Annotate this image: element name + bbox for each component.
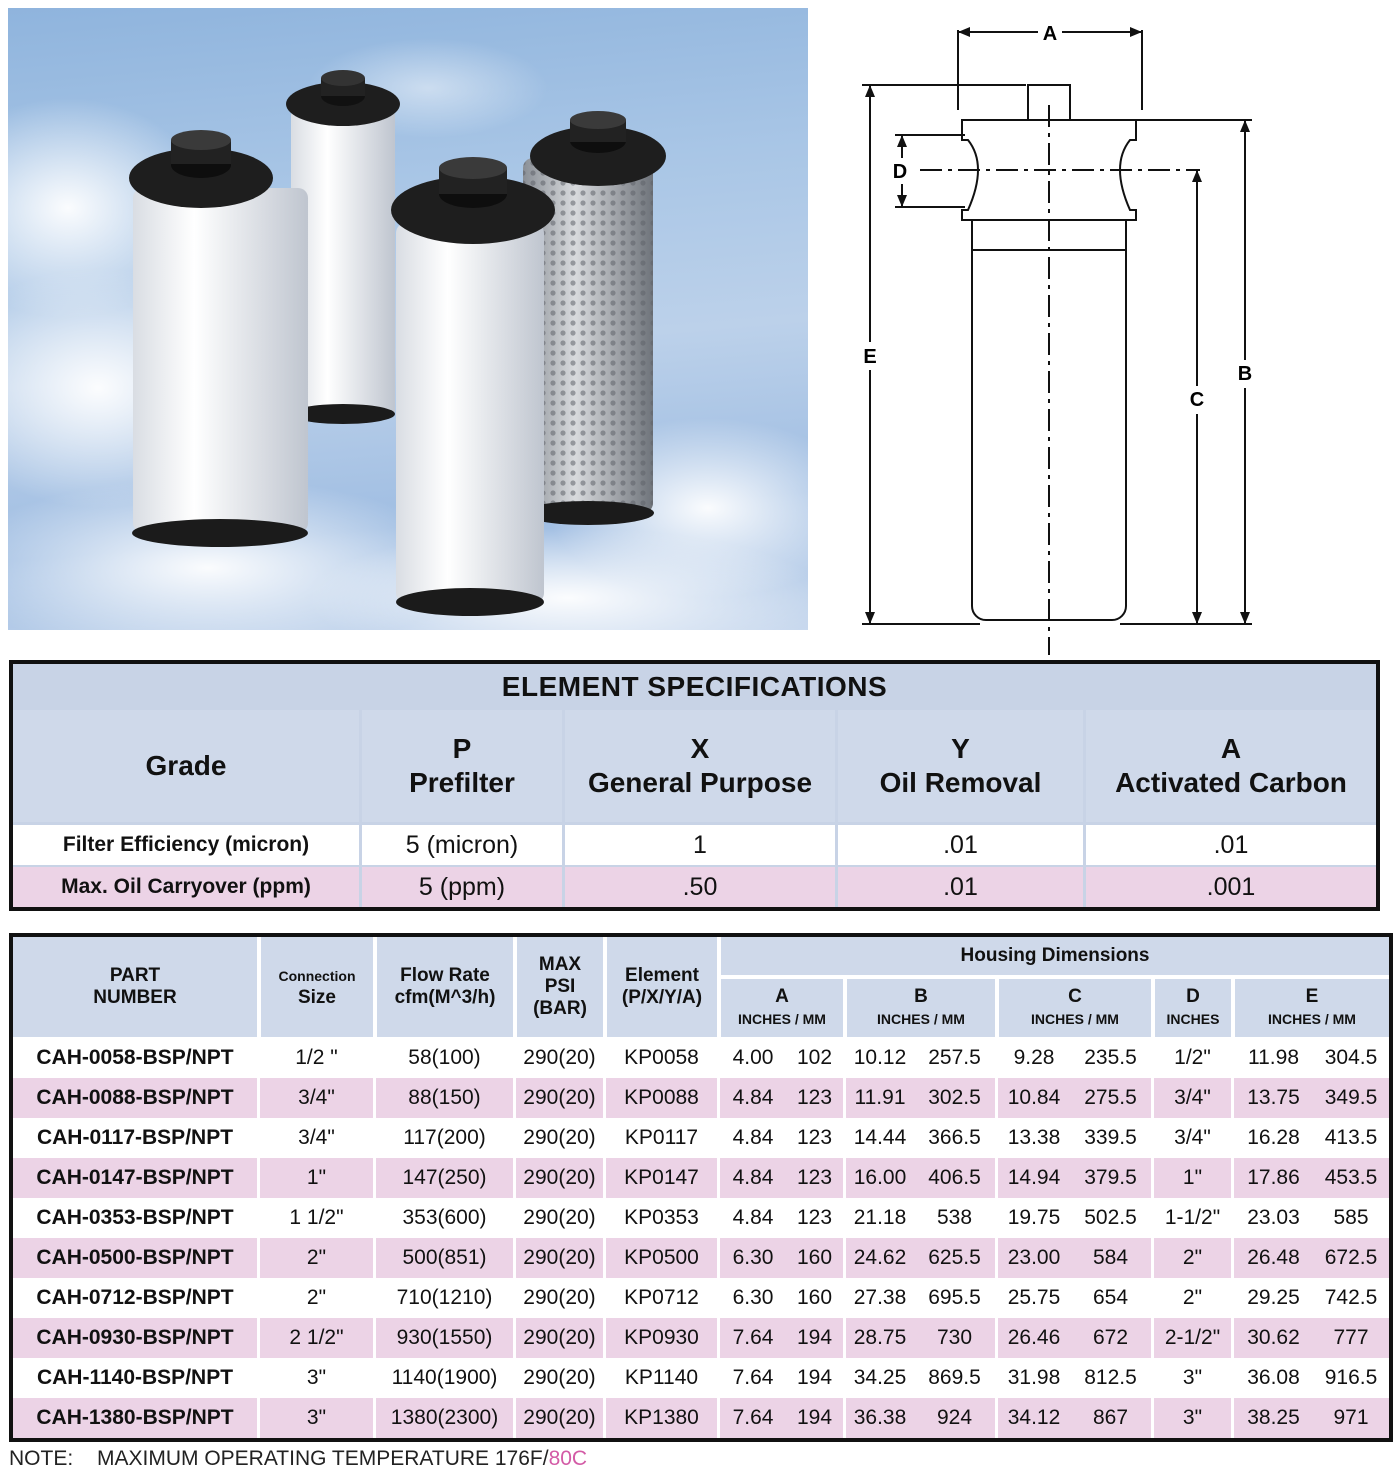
part-number-cell: CAH-0088-BSP/NPT [13, 1078, 257, 1118]
spec-row-label: Filter Efficiency (micron) [13, 825, 359, 865]
connection-size-cell: 3/4" [260, 1118, 373, 1158]
dim-c-inches-cell: 10.84 [998, 1078, 1070, 1118]
dim-b-inches-cell: 34.25 [846, 1358, 914, 1398]
max-psi-cell: 290(20) [516, 1198, 603, 1238]
dim-label-c: C [1189, 389, 1205, 411]
dim-a-mm-cell: 194 [786, 1398, 843, 1438]
spec-cell: .001 [1086, 867, 1376, 907]
dim-e-mm-cell: 304.5 [1313, 1038, 1389, 1078]
note-celsius: 80C [548, 1447, 588, 1470]
dim-e-inches-cell: 38.25 [1234, 1398, 1313, 1438]
filter-cartridge-left [129, 130, 308, 547]
flow-rate-cell: 1140(1900) [376, 1358, 513, 1398]
dim-e-inches-cell: 29.25 [1234, 1278, 1313, 1318]
dim-a-mm-cell: 160 [786, 1278, 843, 1318]
spec-cell: .01 [838, 825, 1083, 865]
dim-b-inches-cell: 28.75 [846, 1318, 914, 1358]
dim-a-inches-cell: 7.64 [720, 1358, 786, 1398]
part-number-cell: CAH-0117-BSP/NPT [13, 1118, 257, 1158]
max-psi-cell: 290(20) [516, 1278, 603, 1318]
dim-c-inches-cell: 25.75 [998, 1278, 1070, 1318]
flow-rate-cell: 1380(2300) [376, 1398, 513, 1438]
housing-dimension-drawing [840, 10, 1260, 660]
dim-b-mm-cell: 869.5 [914, 1358, 995, 1398]
dim-b-header: B INCHES / MM [847, 979, 995, 1037]
dim-c-mm-cell: 654 [1070, 1278, 1151, 1318]
dim-c-mm-cell: 672 [1070, 1318, 1151, 1358]
element-header: Element (P/X/Y/A) [607, 937, 717, 1037]
dim-c-inches-cell: 13.38 [998, 1118, 1070, 1158]
dim-a-mm-cell: 102 [786, 1038, 843, 1078]
dim-c-inches-cell: 26.46 [998, 1318, 1070, 1358]
dim-a-mm-cell: 123 [786, 1198, 843, 1238]
dim-label-d: D [892, 161, 908, 183]
grade-header-activated-carbon: A Activated Carbon [1086, 710, 1376, 822]
dim-e-mm-cell: 349.5 [1313, 1078, 1389, 1118]
dim-e-mm-cell: 672.5 [1313, 1238, 1389, 1278]
dim-e-mm-cell: 413.5 [1313, 1118, 1389, 1158]
dim-e-header: E INCHES / MM [1235, 979, 1389, 1037]
dim-c-mm-cell: 339.5 [1070, 1118, 1151, 1158]
dim-a-inches-cell: 4.84 [720, 1158, 786, 1198]
dim-a-inches-cell: 4.00 [720, 1038, 786, 1078]
part-number-cell: CAH-0930-BSP/NPT [13, 1318, 257, 1358]
max-psi-header: MAX PSI (BAR) [517, 937, 603, 1037]
note-label: NOTE: [9, 1447, 74, 1470]
dim-b-inches-cell: 16.00 [846, 1158, 914, 1198]
max-psi-cell: 290(20) [516, 1238, 603, 1278]
housing-dimensions-table [9, 933, 1393, 1442]
grade-header: Grade [13, 710, 359, 822]
dim-d-inches-cell: 3/4" [1154, 1078, 1231, 1118]
dim-d-inches-cell: 3" [1154, 1358, 1231, 1398]
filter-cartridge-center [391, 157, 555, 616]
dim-c-mm-cell: 812.5 [1070, 1358, 1151, 1398]
element-cell: KP1140 [606, 1358, 717, 1398]
dim-c-mm-cell: 235.5 [1070, 1038, 1151, 1078]
flow-rate-cell: 147(250) [376, 1158, 513, 1198]
dim-c-inches-cell: 9.28 [998, 1038, 1070, 1078]
element-specifications-table [9, 660, 1380, 911]
flow-rate-cell: 500(851) [376, 1238, 513, 1278]
grade-header-prefilter: P Prefilter [362, 710, 562, 822]
dim-a-inches-cell: 7.64 [720, 1398, 786, 1438]
connection-size-cell: 3/4" [260, 1078, 373, 1118]
dim-d-inches-cell: 3/4" [1154, 1118, 1231, 1158]
flow-rate-cell: 88(150) [376, 1078, 513, 1118]
dim-e-inches-cell: 36.08 [1234, 1358, 1313, 1398]
part-number-cell: CAH-1380-BSP/NPT [13, 1398, 257, 1438]
connection-size-cell: 3" [260, 1398, 373, 1438]
dim-b-mm-cell: 730 [914, 1318, 995, 1358]
flow-rate-cell: 710(1210) [376, 1278, 513, 1318]
spec-cell: .50 [565, 867, 835, 907]
dim-e-mm-cell: 777 [1313, 1318, 1389, 1358]
dim-b-mm-cell: 538 [914, 1198, 995, 1238]
dim-c-header: C INCHES / MM [999, 979, 1151, 1037]
spec-cell: .01 [838, 867, 1083, 907]
dim-d-inches-cell: 1/2" [1154, 1038, 1231, 1078]
dim-d-header: D INCHES [1155, 979, 1231, 1037]
dim-d-inches-cell: 2" [1154, 1238, 1231, 1278]
element-cell: KP0353 [606, 1198, 717, 1238]
flow-rate-cell: 353(600) [376, 1198, 513, 1238]
connection-size-cell: 1/2 " [260, 1038, 373, 1078]
dim-c-inches-cell: 31.98 [998, 1358, 1070, 1398]
dim-b-mm-cell: 625.5 [914, 1238, 995, 1278]
dim-e-inches-cell: 26.48 [1234, 1238, 1313, 1278]
part-number-cell: CAH-0712-BSP/NPT [13, 1278, 257, 1318]
max-psi-cell: 290(20) [516, 1318, 603, 1358]
dim-c-mm-cell: 275.5 [1070, 1078, 1151, 1118]
housing-dimensions-header: Housing Dimensions [721, 937, 1389, 975]
dim-c-inches-cell: 19.75 [998, 1198, 1070, 1238]
dim-label-a: A [1042, 23, 1058, 45]
part-number-cell: CAH-1140-BSP/NPT [13, 1358, 257, 1398]
dim-b-inches-cell: 36.38 [846, 1398, 914, 1438]
max-psi-cell: 290(20) [516, 1038, 603, 1078]
dim-d-inches-cell: 2-1/2" [1154, 1318, 1231, 1358]
spec-cell: .01 [1086, 825, 1376, 865]
dim-a-mm-cell: 194 [786, 1318, 843, 1358]
dim-a-inches-cell: 7.64 [720, 1318, 786, 1358]
flow-rate-cell: 930(1550) [376, 1318, 513, 1358]
dim-b-inches-cell: 24.62 [846, 1238, 914, 1278]
dim-c-mm-cell: 584 [1070, 1238, 1151, 1278]
dim-b-mm-cell: 695.5 [914, 1278, 995, 1318]
dim-a-mm-cell: 194 [786, 1358, 843, 1398]
dim-b-inches-cell: 27.38 [846, 1278, 914, 1318]
grade-header-general-purpose: X General Purpose [565, 710, 835, 822]
dim-b-mm-cell: 366.5 [914, 1118, 995, 1158]
max-psi-cell: 290(20) [516, 1118, 603, 1158]
part-number-cell: CAH-0147-BSP/NPT [13, 1158, 257, 1198]
dim-a-inches-cell: 4.84 [720, 1198, 786, 1238]
element-cell: KP1380 [606, 1398, 717, 1438]
element-cell: KP0088 [606, 1078, 717, 1118]
part-number-cell: CAH-0353-BSP/NPT [13, 1198, 257, 1238]
dim-label-e: E [863, 346, 877, 368]
dim-b-inches-cell: 14.44 [846, 1118, 914, 1158]
dim-c-mm-cell: 867 [1070, 1398, 1151, 1438]
connection-size-cell: 1 1/2" [260, 1198, 373, 1238]
dim-a-mm-cell: 123 [786, 1118, 843, 1158]
dim-a-inches-cell: 6.30 [720, 1238, 786, 1278]
dim-e-inches-cell: 30.62 [1234, 1318, 1313, 1358]
flow-rate-header: Flow Rate cfm(M^3/h) [377, 937, 513, 1037]
spec-cell: 1 [565, 825, 835, 865]
dim-b-inches-cell: 21.18 [846, 1198, 914, 1238]
dim-d-inches-cell: 3" [1154, 1398, 1231, 1438]
spec-row-label: Max. Oil Carryover (ppm) [13, 867, 359, 907]
dim-a-mm-cell: 160 [786, 1238, 843, 1278]
dim-e-mm-cell: 742.5 [1313, 1278, 1389, 1318]
element-cell: KP0147 [606, 1158, 717, 1198]
max-psi-cell: 290(20) [516, 1398, 603, 1438]
spec-cell: 5 (ppm) [362, 867, 562, 907]
element-cell: KP0117 [606, 1118, 717, 1158]
dim-b-mm-cell: 924 [914, 1398, 995, 1438]
dim-e-mm-cell: 916.5 [1313, 1358, 1389, 1398]
dim-d-inches-cell: 1" [1154, 1158, 1231, 1198]
part-number-cell: CAH-0058-BSP/NPT [13, 1038, 257, 1078]
connection-size-cell: 2 1/2" [260, 1318, 373, 1358]
dim-c-mm-cell: 379.5 [1070, 1158, 1151, 1198]
dim-e-mm-cell: 971 [1313, 1398, 1389, 1438]
max-psi-cell: 290(20) [516, 1358, 603, 1398]
dim-a-mm-cell: 123 [786, 1158, 843, 1198]
dim-b-mm-cell: 302.5 [914, 1078, 995, 1118]
part-number-header: PART NUMBER [13, 937, 257, 1037]
connection-size-cell: 3" [260, 1358, 373, 1398]
element-cell: KP0058 [606, 1038, 717, 1078]
connection-size-cell: 1" [260, 1158, 373, 1198]
element-cell: KP0712 [606, 1278, 717, 1318]
element-cell: KP0930 [606, 1318, 717, 1358]
operating-temperature-note [9, 1444, 587, 1474]
dim-c-inches-cell: 34.12 [998, 1398, 1070, 1438]
dim-e-mm-cell: 453.5 [1313, 1158, 1389, 1198]
dim-e-inches-cell: 23.03 [1234, 1198, 1313, 1238]
dim-e-inches-cell: 13.75 [1234, 1078, 1313, 1118]
dim-e-inches-cell: 16.28 [1234, 1118, 1313, 1158]
max-psi-cell: 290(20) [516, 1078, 603, 1118]
dim-a-header: A INCHES / MM [721, 979, 843, 1037]
dim-c-inches-cell: 14.94 [998, 1158, 1070, 1198]
dim-label-b: B [1237, 363, 1253, 385]
dim-b-mm-cell: 257.5 [914, 1038, 995, 1078]
dim-a-inches-cell: 6.30 [720, 1278, 786, 1318]
dim-c-inches-cell: 23.00 [998, 1238, 1070, 1278]
dim-e-inches-cell: 11.98 [1234, 1038, 1313, 1078]
dim-d-inches-cell: 2" [1154, 1278, 1231, 1318]
connection-size-header: Connection Size [261, 937, 373, 1037]
part-number-cell: CAH-0500-BSP/NPT [13, 1238, 257, 1278]
dim-a-mm-cell: 123 [786, 1078, 843, 1118]
dim-b-mm-cell: 406.5 [914, 1158, 995, 1198]
dim-d-inches-cell: 1-1/2" [1154, 1198, 1231, 1238]
spec-cell: 5 (micron) [362, 825, 562, 865]
dim-b-inches-cell: 11.91 [846, 1078, 914, 1118]
dim-a-inches-cell: 4.84 [720, 1078, 786, 1118]
connection-size-cell: 2" [260, 1238, 373, 1278]
flow-rate-cell: 117(200) [376, 1118, 513, 1158]
max-psi-cell: 290(20) [516, 1158, 603, 1198]
element-cell: KP0500 [606, 1238, 717, 1278]
grade-header-oil-removal: Y Oil Removal [838, 710, 1083, 822]
spec-table-title: ELEMENT SPECIFICATIONS [501, 671, 888, 702]
filter-elements-photo [8, 8, 808, 630]
flow-rate-cell: 58(100) [376, 1038, 513, 1078]
filter-elements-illustration [8, 8, 808, 630]
dim-e-mm-cell: 585 [1313, 1198, 1389, 1238]
note-text: MAXIMUM OPERATING TEMPERATURE 176F/ [97, 1447, 549, 1470]
connection-size-cell: 2" [260, 1278, 373, 1318]
dim-b-inches-cell: 10.12 [846, 1038, 914, 1078]
dim-e-inches-cell: 17.86 [1234, 1158, 1313, 1198]
dim-a-inches-cell: 4.84 [720, 1118, 786, 1158]
dim-c-mm-cell: 502.5 [1070, 1198, 1151, 1238]
